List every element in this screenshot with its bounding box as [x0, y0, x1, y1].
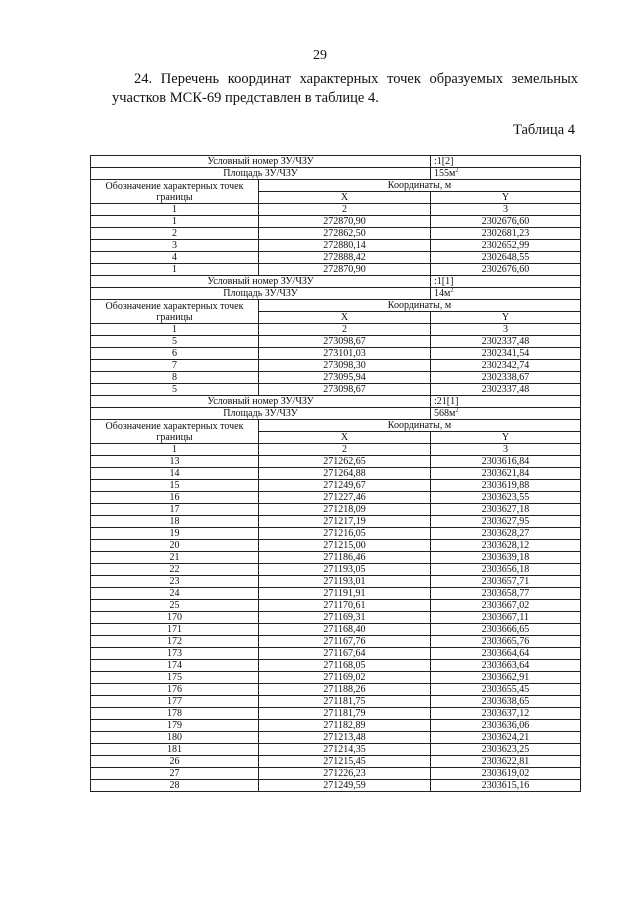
- table-row: [91, 252, 581, 264]
- table-row: [91, 336, 581, 348]
- point-number-cell: 176: [91, 684, 259, 696]
- x-coordinate-cell: 271216,05: [259, 528, 431, 540]
- y-coordinate-cell: 2302676,60: [431, 216, 581, 228]
- x-coordinate-cell: 271218,09: [259, 504, 431, 516]
- x-coordinate-cell: 271264,88: [259, 468, 431, 480]
- x-coordinate-cell: 271193,01: [259, 576, 431, 588]
- area-label-cell: Площадь ЗУ/ЧЗУ: [91, 408, 431, 420]
- y-coordinate-cell: 2303623,55: [431, 492, 581, 504]
- x-coordinate-cell: 271168,40: [259, 624, 431, 636]
- point-number-cell: 17: [91, 504, 259, 516]
- plot-id-row: [91, 396, 581, 408]
- coordinates-header: Координаты, м: [259, 300, 581, 312]
- point-number-cell: 173: [91, 648, 259, 660]
- y-coordinate-cell: 2303637,12: [431, 708, 581, 720]
- point-number-cell: 171: [91, 624, 259, 636]
- x-coordinate-cell: 271169,31: [259, 612, 431, 624]
- x-header: X: [259, 192, 431, 204]
- table-row: [91, 756, 581, 768]
- point-number-cell: 26: [91, 756, 259, 768]
- point-number-cell: 14: [91, 468, 259, 480]
- table-row: [91, 540, 581, 552]
- y-coordinate-cell: 2303655,45: [431, 684, 581, 696]
- plot-id-value: :21[1]: [431, 396, 581, 408]
- x-coordinate-cell: 271181,75: [259, 696, 431, 708]
- x-coordinate-cell: 272880,14: [259, 240, 431, 252]
- x-coordinate-cell: 271215,45: [259, 756, 431, 768]
- column-number-cell: 3: [431, 204, 581, 216]
- x-coordinate-cell: 271262,65: [259, 456, 431, 468]
- zu-label-cell: Условный номер ЗУ/ЧЗУ: [91, 396, 431, 408]
- coordinates-header: Координаты, м: [259, 180, 581, 192]
- table-row: [91, 228, 581, 240]
- plot-area-value: [431, 168, 581, 180]
- plot-area-unit-power: 2: [455, 167, 459, 174]
- point-designation-header: Обозначение характерных точек границы: [91, 180, 259, 204]
- y-coordinate-cell: 2303662,91: [431, 672, 581, 684]
- area-label-cell: Площадь ЗУ/ЧЗУ: [91, 168, 431, 180]
- x-coordinate-cell: 272888,42: [259, 252, 431, 264]
- x-coordinate-cell: 271249,67: [259, 480, 431, 492]
- y-coordinate-cell: 2303656,18: [431, 564, 581, 576]
- x-coordinate-cell: 273095,94: [259, 372, 431, 384]
- point-number-cell: 3: [91, 240, 259, 252]
- table-row: [91, 384, 581, 396]
- x-coordinate-cell: 271214,35: [259, 744, 431, 756]
- table-row: [91, 576, 581, 588]
- point-number-cell: 16: [91, 492, 259, 504]
- y-coordinate-cell: 2303657,71: [431, 576, 581, 588]
- table-row: [91, 528, 581, 540]
- table-row: [91, 744, 581, 756]
- coordinates-header: Координаты, м: [259, 420, 581, 432]
- plot-area-value: [431, 288, 581, 300]
- point-number-cell: 174: [91, 660, 259, 672]
- y-header: Y: [431, 192, 581, 204]
- point-number-cell: 22: [91, 564, 259, 576]
- point-number-cell: 175: [91, 672, 259, 684]
- table-row: [91, 480, 581, 492]
- y-header: Y: [431, 312, 581, 324]
- point-number-cell: 27: [91, 768, 259, 780]
- y-coordinate-cell: 2303627,95: [431, 516, 581, 528]
- x-coordinate-cell: 271182,89: [259, 720, 431, 732]
- x-coordinate-cell: 272870,90: [259, 264, 431, 276]
- y-coordinate-cell: 2302337,48: [431, 384, 581, 396]
- table-row: [91, 216, 581, 228]
- column-number-row: [91, 324, 581, 336]
- column-number-cell: 1: [91, 444, 259, 456]
- y-coordinate-cell: 2303628,27: [431, 528, 581, 540]
- table-row: [91, 660, 581, 672]
- y-coordinate-cell: 2302341,54: [431, 348, 581, 360]
- x-coordinate-cell: 273098,67: [259, 384, 431, 396]
- point-number-cell: 181: [91, 744, 259, 756]
- point-number-cell: 170: [91, 612, 259, 624]
- plot-area-number: 14м: [434, 288, 451, 299]
- y-coordinate-cell: 2303619,88: [431, 480, 581, 492]
- x-coordinate-cell: 271169,02: [259, 672, 431, 684]
- area-label-cell: Площадь ЗУ/ЧЗУ: [91, 288, 431, 300]
- page-number: 29: [313, 48, 327, 63]
- table-row: [91, 468, 581, 480]
- plot-area-row: [91, 168, 581, 180]
- column-number-cell: 1: [91, 204, 259, 216]
- plot-id-value: :1[2]: [431, 156, 581, 168]
- y-coordinate-cell: 2302681,23: [431, 228, 581, 240]
- point-number-cell: 15: [91, 480, 259, 492]
- x-header: X: [259, 312, 431, 324]
- table-row: [91, 264, 581, 276]
- column-number-cell: 2: [259, 444, 431, 456]
- point-number-cell: 25: [91, 600, 259, 612]
- plot-id-row: [91, 156, 581, 168]
- y-coordinate-cell: 2303624,21: [431, 732, 581, 744]
- y-coordinate-cell: 2303636,06: [431, 720, 581, 732]
- x-coordinate-cell: 271215,00: [259, 540, 431, 552]
- x-coordinate-cell: 271226,23: [259, 768, 431, 780]
- y-coordinate-cell: 2302652,99: [431, 240, 581, 252]
- table-row: [91, 672, 581, 684]
- point-number-cell: 24: [91, 588, 259, 600]
- point-number-cell: 1: [91, 264, 259, 276]
- y-header: Y: [431, 432, 581, 444]
- point-number-cell: 28: [91, 780, 259, 792]
- plot-area-value: [431, 408, 581, 420]
- x-coordinate-cell: 273098,67: [259, 336, 431, 348]
- table-row: [91, 552, 581, 564]
- plot-area-row: [91, 408, 581, 420]
- y-coordinate-cell: 2303616,84: [431, 456, 581, 468]
- point-designation-header: Обозначение характерных точек границы: [91, 300, 259, 324]
- point-number-cell: 4: [91, 252, 259, 264]
- point-header-row: [91, 180, 581, 192]
- y-coordinate-cell: 2303658,77: [431, 588, 581, 600]
- table-row: [91, 648, 581, 660]
- intro-paragraph: 24. Перечень координат характерных точек образуемых земельных участков МСК-69 представлен в таблице 4.: [112, 71, 578, 106]
- point-designation-header: Обозначение характерных точек границы: [91, 420, 259, 444]
- y-coordinate-cell: 2303663,64: [431, 660, 581, 672]
- table-row: [91, 684, 581, 696]
- table-row: [91, 504, 581, 516]
- table-row: [91, 240, 581, 252]
- x-coordinate-cell: 273098,30: [259, 360, 431, 372]
- y-coordinate-cell: 2302648,55: [431, 252, 581, 264]
- plot-area-unit-power: 2: [455, 407, 459, 414]
- x-coordinate-cell: 271167,76: [259, 636, 431, 648]
- x-coordinate-cell: 272862,50: [259, 228, 431, 240]
- zu-label-cell: Условный номер ЗУ/ЧЗУ: [91, 276, 431, 288]
- x-header: X: [259, 432, 431, 444]
- y-coordinate-cell: 2303638,65: [431, 696, 581, 708]
- x-coordinate-cell: 271170,61: [259, 600, 431, 612]
- plot-area-number: 568м: [434, 408, 456, 419]
- column-number-row: [91, 444, 581, 456]
- table-row: [91, 732, 581, 744]
- x-coordinate-cell: 271188,26: [259, 684, 431, 696]
- table-row: [91, 636, 581, 648]
- y-coordinate-cell: 2302338,67: [431, 372, 581, 384]
- x-coordinate-cell: 271191,91: [259, 588, 431, 600]
- y-coordinate-cell: 2303619,02: [431, 768, 581, 780]
- table-row: [91, 624, 581, 636]
- x-coordinate-cell: 271249,59: [259, 780, 431, 792]
- table-row: [91, 372, 581, 384]
- y-coordinate-cell: 2303667,11: [431, 612, 581, 624]
- point-header-row: [91, 300, 581, 312]
- coordinates-table-body: [91, 156, 581, 792]
- point-number-cell: 6: [91, 348, 259, 360]
- table-row: [91, 588, 581, 600]
- table-row: [91, 492, 581, 504]
- column-number-cell: 3: [431, 444, 581, 456]
- point-number-cell: 178: [91, 708, 259, 720]
- plot-id-value: :1[1]: [431, 276, 581, 288]
- table-row: [91, 360, 581, 372]
- plot-area-row: [91, 288, 581, 300]
- point-number-cell: 179: [91, 720, 259, 732]
- column-number-row: [91, 204, 581, 216]
- y-coordinate-cell: 2303664,64: [431, 648, 581, 660]
- point-number-cell: 2: [91, 228, 259, 240]
- y-coordinate-cell: 2303666,65: [431, 624, 581, 636]
- x-coordinate-cell: 271193,05: [259, 564, 431, 576]
- y-coordinate-cell: 2302337,48: [431, 336, 581, 348]
- zu-label-cell: Условный номер ЗУ/ЧЗУ: [91, 156, 431, 168]
- x-coordinate-cell: 271167,64: [259, 648, 431, 660]
- point-number-cell: 19: [91, 528, 259, 540]
- point-number-cell: 20: [91, 540, 259, 552]
- x-coordinate-cell: 272870,90: [259, 216, 431, 228]
- x-coordinate-cell: 273101,03: [259, 348, 431, 360]
- point-number-cell: 5: [91, 384, 259, 396]
- x-coordinate-cell: 271227,46: [259, 492, 431, 504]
- y-coordinate-cell: 2303665,76: [431, 636, 581, 648]
- y-coordinate-cell: 2303628,12: [431, 540, 581, 552]
- column-number-cell: 2: [259, 324, 431, 336]
- column-number-cell: 3: [431, 324, 581, 336]
- table-row: [91, 780, 581, 792]
- point-number-cell: 18: [91, 516, 259, 528]
- column-number-cell: 2: [259, 204, 431, 216]
- point-number-cell: 8: [91, 372, 259, 384]
- x-coordinate-cell: 271186,46: [259, 552, 431, 564]
- y-coordinate-cell: 2302676,60: [431, 264, 581, 276]
- y-coordinate-cell: 2303623,25: [431, 744, 581, 756]
- table-row: [91, 720, 581, 732]
- x-coordinate-cell: 271213,48: [259, 732, 431, 744]
- plot-area-unit-power: 2: [450, 287, 454, 294]
- x-coordinate-cell: 271181,79: [259, 708, 431, 720]
- table-row: [91, 696, 581, 708]
- x-coordinate-cell: 271217,19: [259, 516, 431, 528]
- point-number-cell: 23: [91, 576, 259, 588]
- plot-id-row: [91, 276, 581, 288]
- table-row: [91, 708, 581, 720]
- y-coordinate-cell: 2302342,74: [431, 360, 581, 372]
- y-coordinate-cell: 2303622,81: [431, 756, 581, 768]
- column-number-cell: 1: [91, 324, 259, 336]
- point-number-cell: 21: [91, 552, 259, 564]
- plot-area-number: 155м: [434, 168, 456, 179]
- point-number-cell: 1: [91, 216, 259, 228]
- y-coordinate-cell: 2303667,02: [431, 600, 581, 612]
- table-row: [91, 516, 581, 528]
- table-row: [91, 456, 581, 468]
- y-coordinate-cell: 2303621,84: [431, 468, 581, 480]
- y-coordinate-cell: 2303615,16: [431, 780, 581, 792]
- coordinates-table: [90, 155, 581, 792]
- point-header-row: [91, 420, 581, 432]
- point-number-cell: 7: [91, 360, 259, 372]
- point-number-cell: 180: [91, 732, 259, 744]
- point-number-cell: 13: [91, 456, 259, 468]
- table-caption: Таблица 4: [512, 122, 575, 138]
- table-row: [91, 768, 581, 780]
- table-row: [91, 564, 581, 576]
- table-row: [91, 612, 581, 624]
- point-number-cell: 5: [91, 336, 259, 348]
- table-row: [91, 348, 581, 360]
- point-number-cell: 172: [91, 636, 259, 648]
- y-coordinate-cell: 2303639,18: [431, 552, 581, 564]
- point-number-cell: 177: [91, 696, 259, 708]
- table-row: [91, 600, 581, 612]
- y-coordinate-cell: 2303627,18: [431, 504, 581, 516]
- x-coordinate-cell: 271168,05: [259, 660, 431, 672]
